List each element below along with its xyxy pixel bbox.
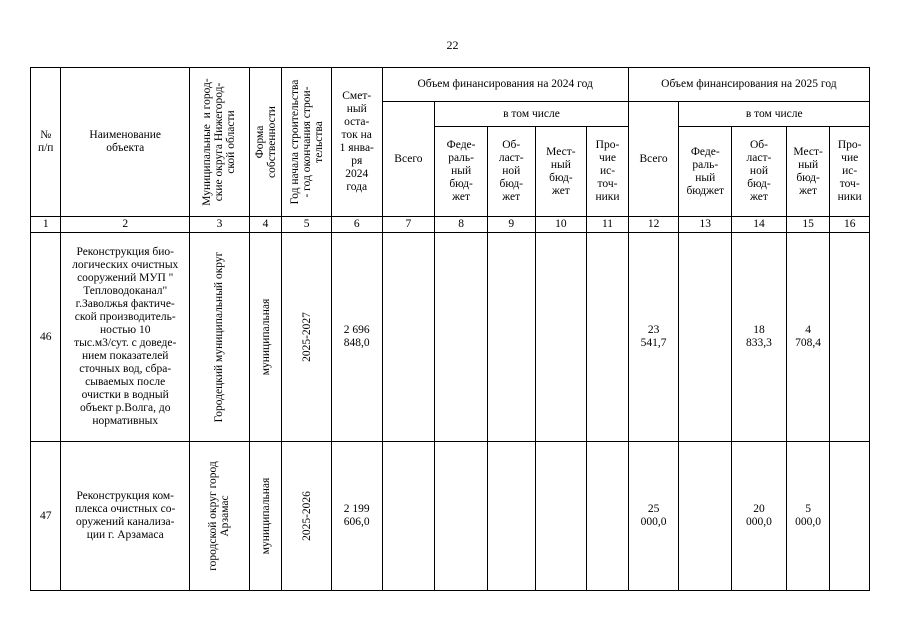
value-2024-total (382, 233, 435, 442)
value-2024-regional (487, 233, 535, 442)
district-cell: Городецкий муниципальный округ (190, 233, 250, 442)
header-financing-2025: Объем финансирования на 2025 год (628, 68, 869, 102)
district-cell: городской округ город Арзамас (190, 442, 250, 591)
header-ownership: Форма собственности (249, 68, 281, 217)
value-2025-total: 23 541,7 (628, 233, 679, 442)
header-2024-local: Мест- ный бюд- жет (535, 127, 587, 217)
object-name: Реконструкция ком- плекса очистных со- оружений канализа- ции г. Арзамаса (61, 442, 190, 591)
header-2024-including: в том числе (435, 102, 629, 127)
value-2024-other (587, 233, 629, 442)
column-number: 3 (190, 217, 250, 233)
header-row-1 (31, 68, 870, 102)
header-estimate-balance: Смет- ный оста- ток на 1 янва- ря 2024 года (331, 68, 382, 217)
header-object-name: Наименование объекта (61, 68, 190, 217)
page-number: 22 (446, 38, 459, 52)
header-2024-federal: Феде- раль- ный бюд- жет (435, 127, 488, 217)
estimate-cell: 2 696 848,0 (331, 233, 382, 442)
value-2025-regional: 18 833,3 (732, 233, 787, 442)
years-cell: 2025-2026 (282, 442, 332, 591)
column-number: 4 (249, 217, 281, 233)
column-number: 6 (331, 217, 382, 233)
table-row (31, 442, 870, 591)
value-2025-other (830, 442, 870, 591)
column-number: 14 (732, 217, 787, 233)
value-2025-federal (679, 442, 732, 591)
header-2025-other: Про- чие ис- точ- ники (830, 127, 870, 217)
value-2025-federal (679, 233, 732, 442)
column-number: 16 (830, 217, 870, 233)
header-2025-including: в том числе (679, 102, 870, 127)
value-2024-total (382, 442, 435, 591)
header-row-number: № п/п (31, 68, 61, 217)
value-2025-regional: 20 000,0 (732, 442, 787, 591)
column-number: 9 (487, 217, 535, 233)
value-2025-local: 4 708,4 (786, 233, 830, 442)
value-2025-other (830, 233, 870, 442)
column-number: 8 (435, 217, 488, 233)
column-number-row (31, 217, 870, 233)
estimate-cell: 2 199 606,0 (331, 442, 382, 591)
column-number: 10 (535, 217, 587, 233)
header-2024-regional: Об- ласт- ной бюд- жет (487, 127, 535, 217)
row-number: 46 (31, 233, 61, 442)
header-financing-2024: Объем финансирования на 2024 год (382, 68, 628, 102)
column-number: 1 (31, 217, 61, 233)
column-number: 5 (282, 217, 332, 233)
value-2024-federal (435, 233, 488, 442)
value-2025-total: 25 000,0 (628, 442, 679, 591)
table-row (31, 233, 870, 442)
column-number: 12 (628, 217, 679, 233)
object-name: Реконструкция био- логических очистных сооружений МУП " Тепловодоканал" г.Заволжья фактиче- ской производитель- ностью 10 тыс.м3/сут. с доведе- нием показателей сточных вод, сбра- сываемых после очистки в водный объект р.Волга, до нормативных (61, 233, 190, 442)
header-2024-total: Всего (382, 102, 435, 217)
header-2024-other: Про- чие ис- точ- ники (587, 127, 629, 217)
investment-table (30, 67, 870, 591)
header-district: Муниципальные и город- ские округа Нижегород- ской области (190, 68, 250, 217)
value-2025-local: 5 000,0 (786, 442, 830, 591)
row-number: 47 (31, 442, 61, 591)
header-2025-federal: Феде- раль- ный бюджет (679, 127, 732, 217)
column-number: 7 (382, 217, 435, 233)
column-number: 15 (786, 217, 830, 233)
column-number: 13 (679, 217, 732, 233)
ownership-cell: муниципальная (249, 442, 281, 591)
header-construction-years: Год начала строительства - год окончания строи- тельства (282, 68, 332, 217)
header-2025-local: Мест- ный бюд- жет (786, 127, 830, 217)
column-number: 11 (587, 217, 629, 233)
value-2024-other (587, 442, 629, 591)
years-cell: 2025-2027 (282, 233, 332, 442)
header-2025-regional: Об- ласт- ной бюд- жет (732, 127, 787, 217)
value-2024-federal (435, 442, 488, 591)
header-2025-total: Всего (628, 102, 679, 217)
column-number: 2 (61, 217, 190, 233)
value-2024-local (535, 233, 587, 442)
value-2024-local (535, 442, 587, 591)
ownership-cell: муниципальная (249, 233, 281, 442)
value-2024-regional (487, 442, 535, 591)
